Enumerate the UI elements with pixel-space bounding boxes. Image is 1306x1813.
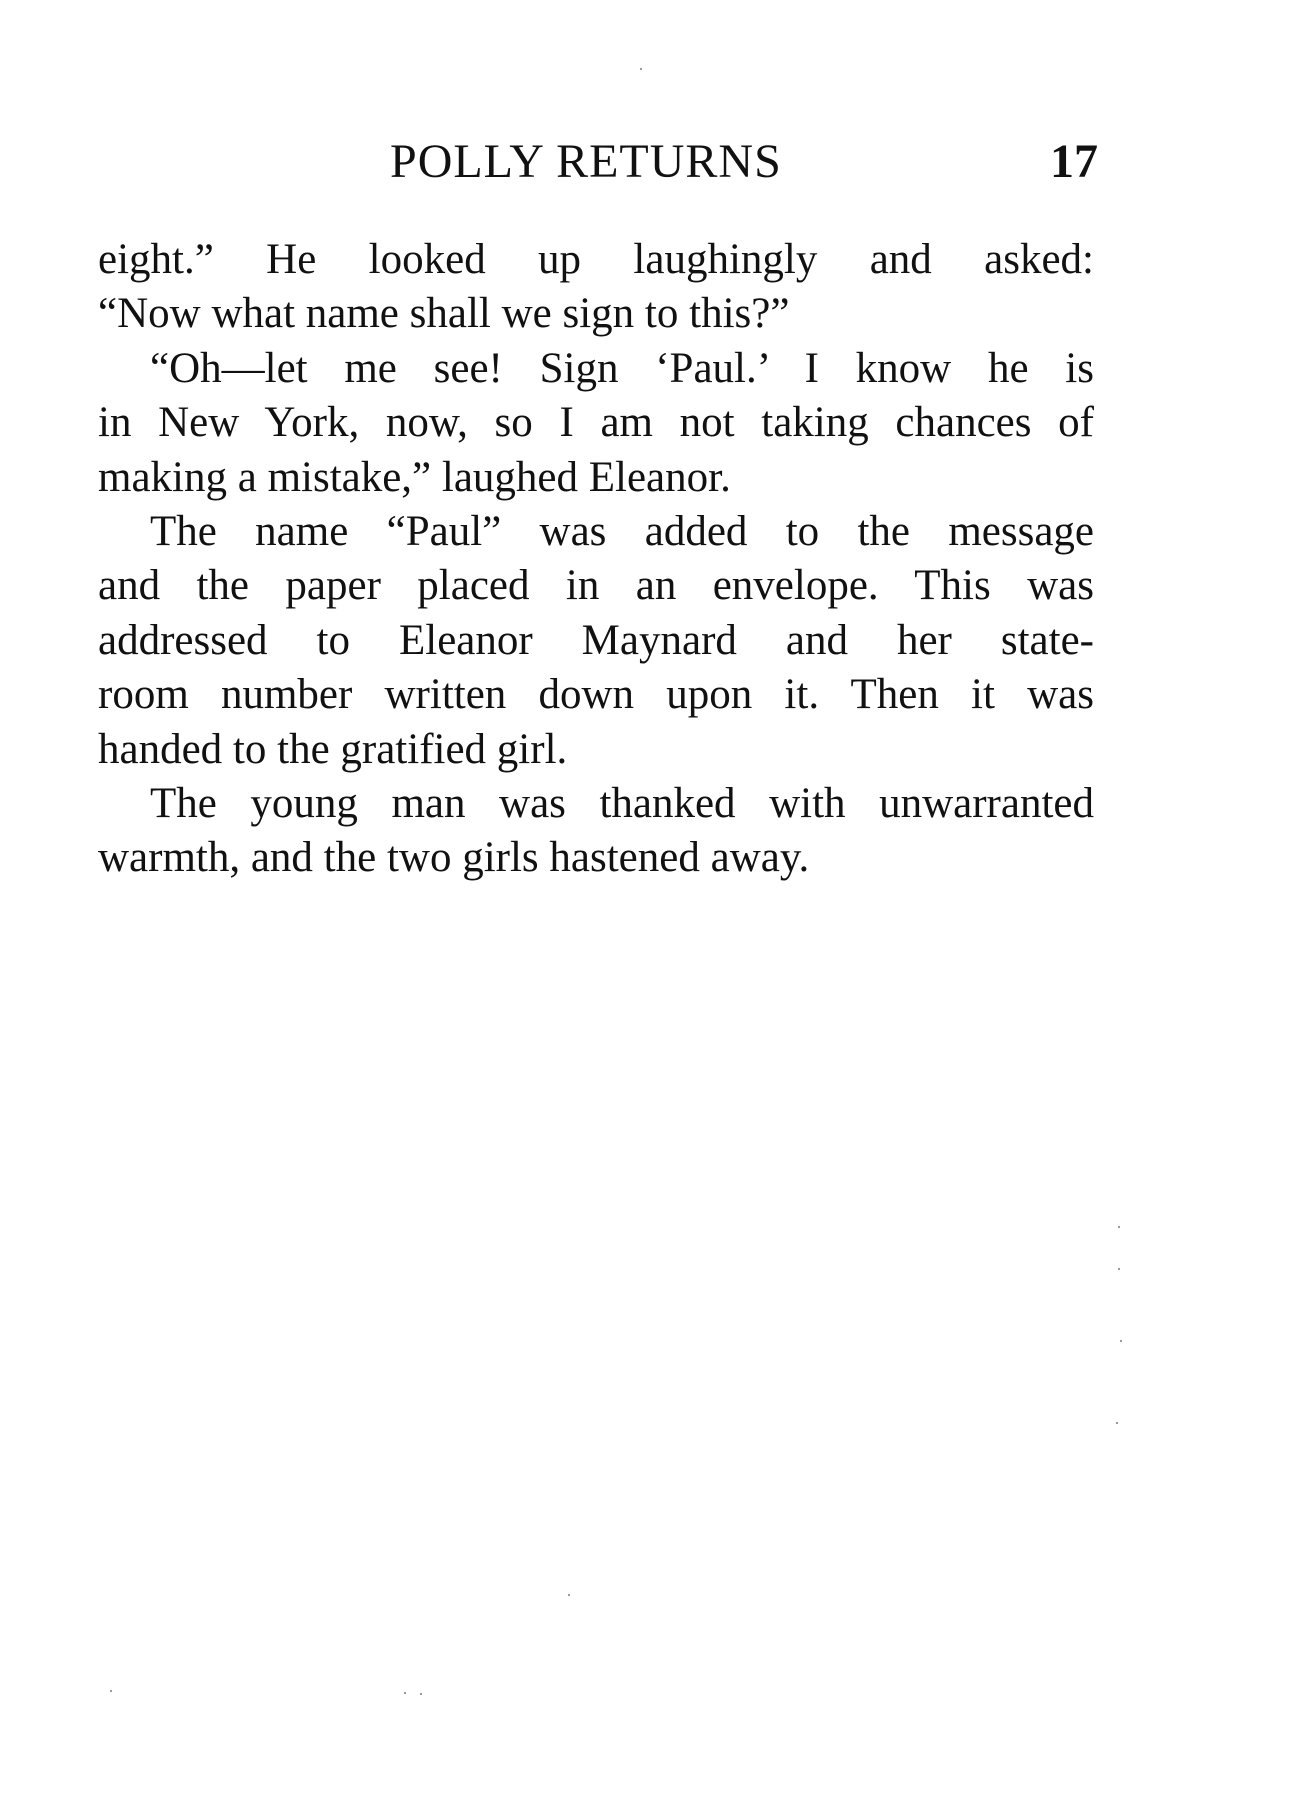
text-line: handed to the gratified girl. <box>98 725 568 773</box>
text-line: eight.” He looked up laughingly and asked: <box>98 236 1094 283</box>
text-line: in New York, now, so I am not taking chances of <box>98 399 1094 447</box>
text-line: “Now what name shall we sign to this?” <box>98 290 790 338</box>
text-line: The name “Paul” was added to the message <box>150 507 1094 555</box>
page-number: 17 <box>1050 135 1098 188</box>
text-line: warmth, and the two girls hastened away. <box>98 834 810 882</box>
body-text <box>98 233 1094 886</box>
text-line: and the paper placed in an envelope. This was <box>98 562 1094 610</box>
text-line: “Oh—let me see! Sign ‘Paul.’ I know he is <box>150 344 1094 392</box>
text-line: room number written down upon it. Then it was <box>98 671 1094 719</box>
text-line: making a mistake,” laughed Eleanor. <box>98 453 731 501</box>
text-line: The young man was thanked with unwarranted <box>150 779 1094 827</box>
page-header <box>98 132 1098 192</box>
running-head: POLLY RETURNS <box>390 135 782 188</box>
text-line: addressed to Eleanor Maynard and her state- <box>98 616 1094 664</box>
